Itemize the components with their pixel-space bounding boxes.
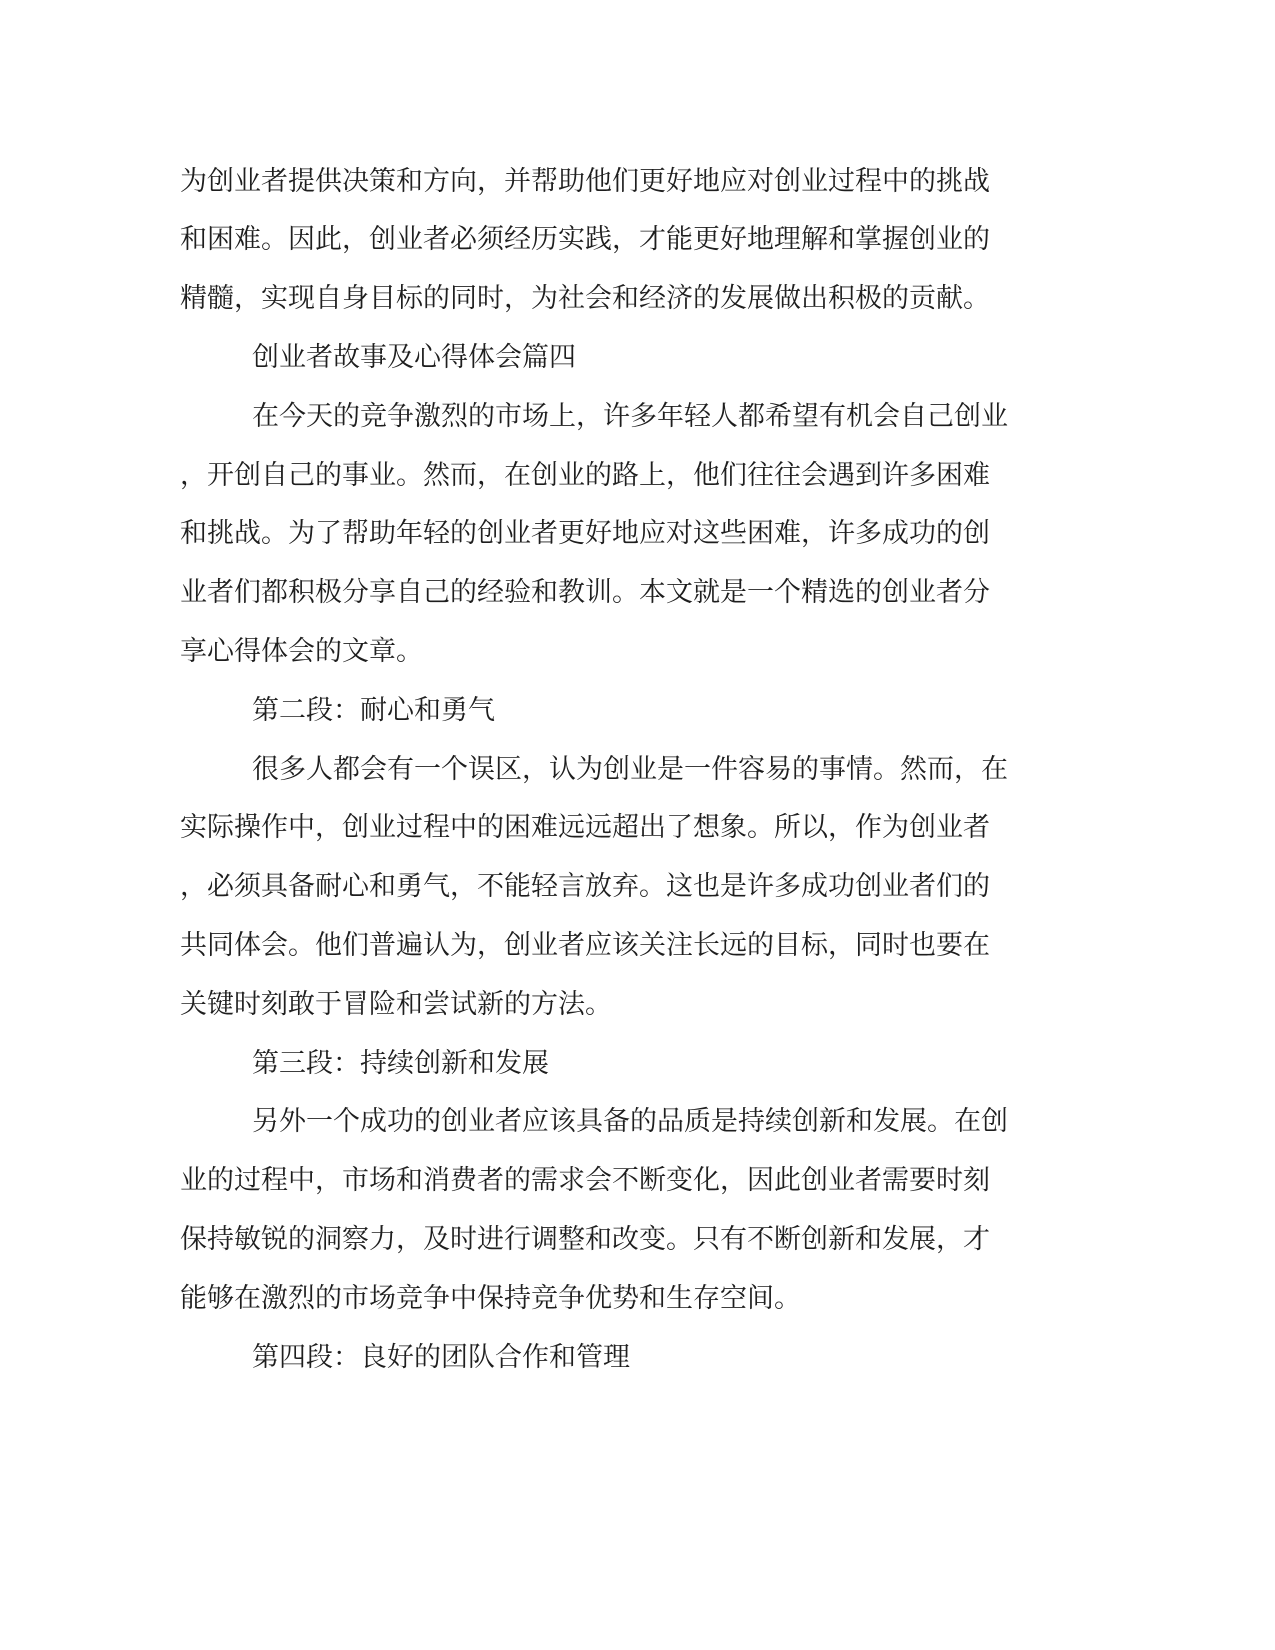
text-line: 在今天的竞争激烈的市场上，许多年轻人都希望有机会自己创业 xyxy=(252,401,1008,432)
text-line: 为创业者提供决策和方向，并帮助他们更好地应对创业过程中的挑战 xyxy=(180,166,990,197)
text-line: ，必须具备耐心和勇气，不能轻言放弃。这也是许多成功创业者们的 xyxy=(180,871,990,902)
text-line: 实际操作中，创业过程中的困难远远超出了想象。所以，作为创业者 xyxy=(180,812,990,843)
text-line: 能够在激烈的市场竞争中保持竞争优势和生存空间。 xyxy=(180,1283,801,1314)
text-line: ，开创自己的事业。然而，在创业的路上，他们往往会遇到许多困难 xyxy=(180,460,990,491)
text-line: 享心得体会的文章。 xyxy=(180,636,423,667)
section-heading: 创业者故事及心得体会篇四 xyxy=(252,342,576,373)
text-line: 很多人都会有一个误区，认为创业是一件容易的事情。然而，在 xyxy=(252,754,1008,785)
text-line: 另外一个成功的创业者应该具备的品质是持续创新和发展。在创 xyxy=(252,1106,1008,1137)
section-heading: 第三段：持续创新和发展 xyxy=(252,1048,549,1079)
text-line: 和挑战。为了帮助年轻的创业者更好地应对这些困难，许多成功的创 xyxy=(180,518,990,549)
section-heading: 第四段：良好的团队合作和管理 xyxy=(252,1342,630,1373)
text-line: 关键时刻敢于冒险和尝试新的方法。 xyxy=(180,989,612,1020)
text-line: 精髓，实现自身目标的同时，为社会和经济的发展做出积极的贡献。 xyxy=(180,283,990,314)
text-line: 和困难。因此，创业者必须经历实践，才能更好地理解和掌握创业的 xyxy=(180,224,990,255)
text-line: 业的过程中，市场和消费者的需求会不断变化，因此创业者需要时刻 xyxy=(180,1165,990,1196)
section-heading: 第二段：耐心和勇气 xyxy=(252,695,495,726)
text-line: 业者们都积极分享自己的经验和教训。本文就是一个精选的创业者分 xyxy=(180,577,990,608)
text-line: 保持敏锐的洞察力，及时进行调整和改变。只有不断创新和发展，才 xyxy=(180,1224,990,1255)
text-line: 共同体会。他们普遍认为，创业者应该关注长远的目标，同时也要在 xyxy=(180,930,990,961)
